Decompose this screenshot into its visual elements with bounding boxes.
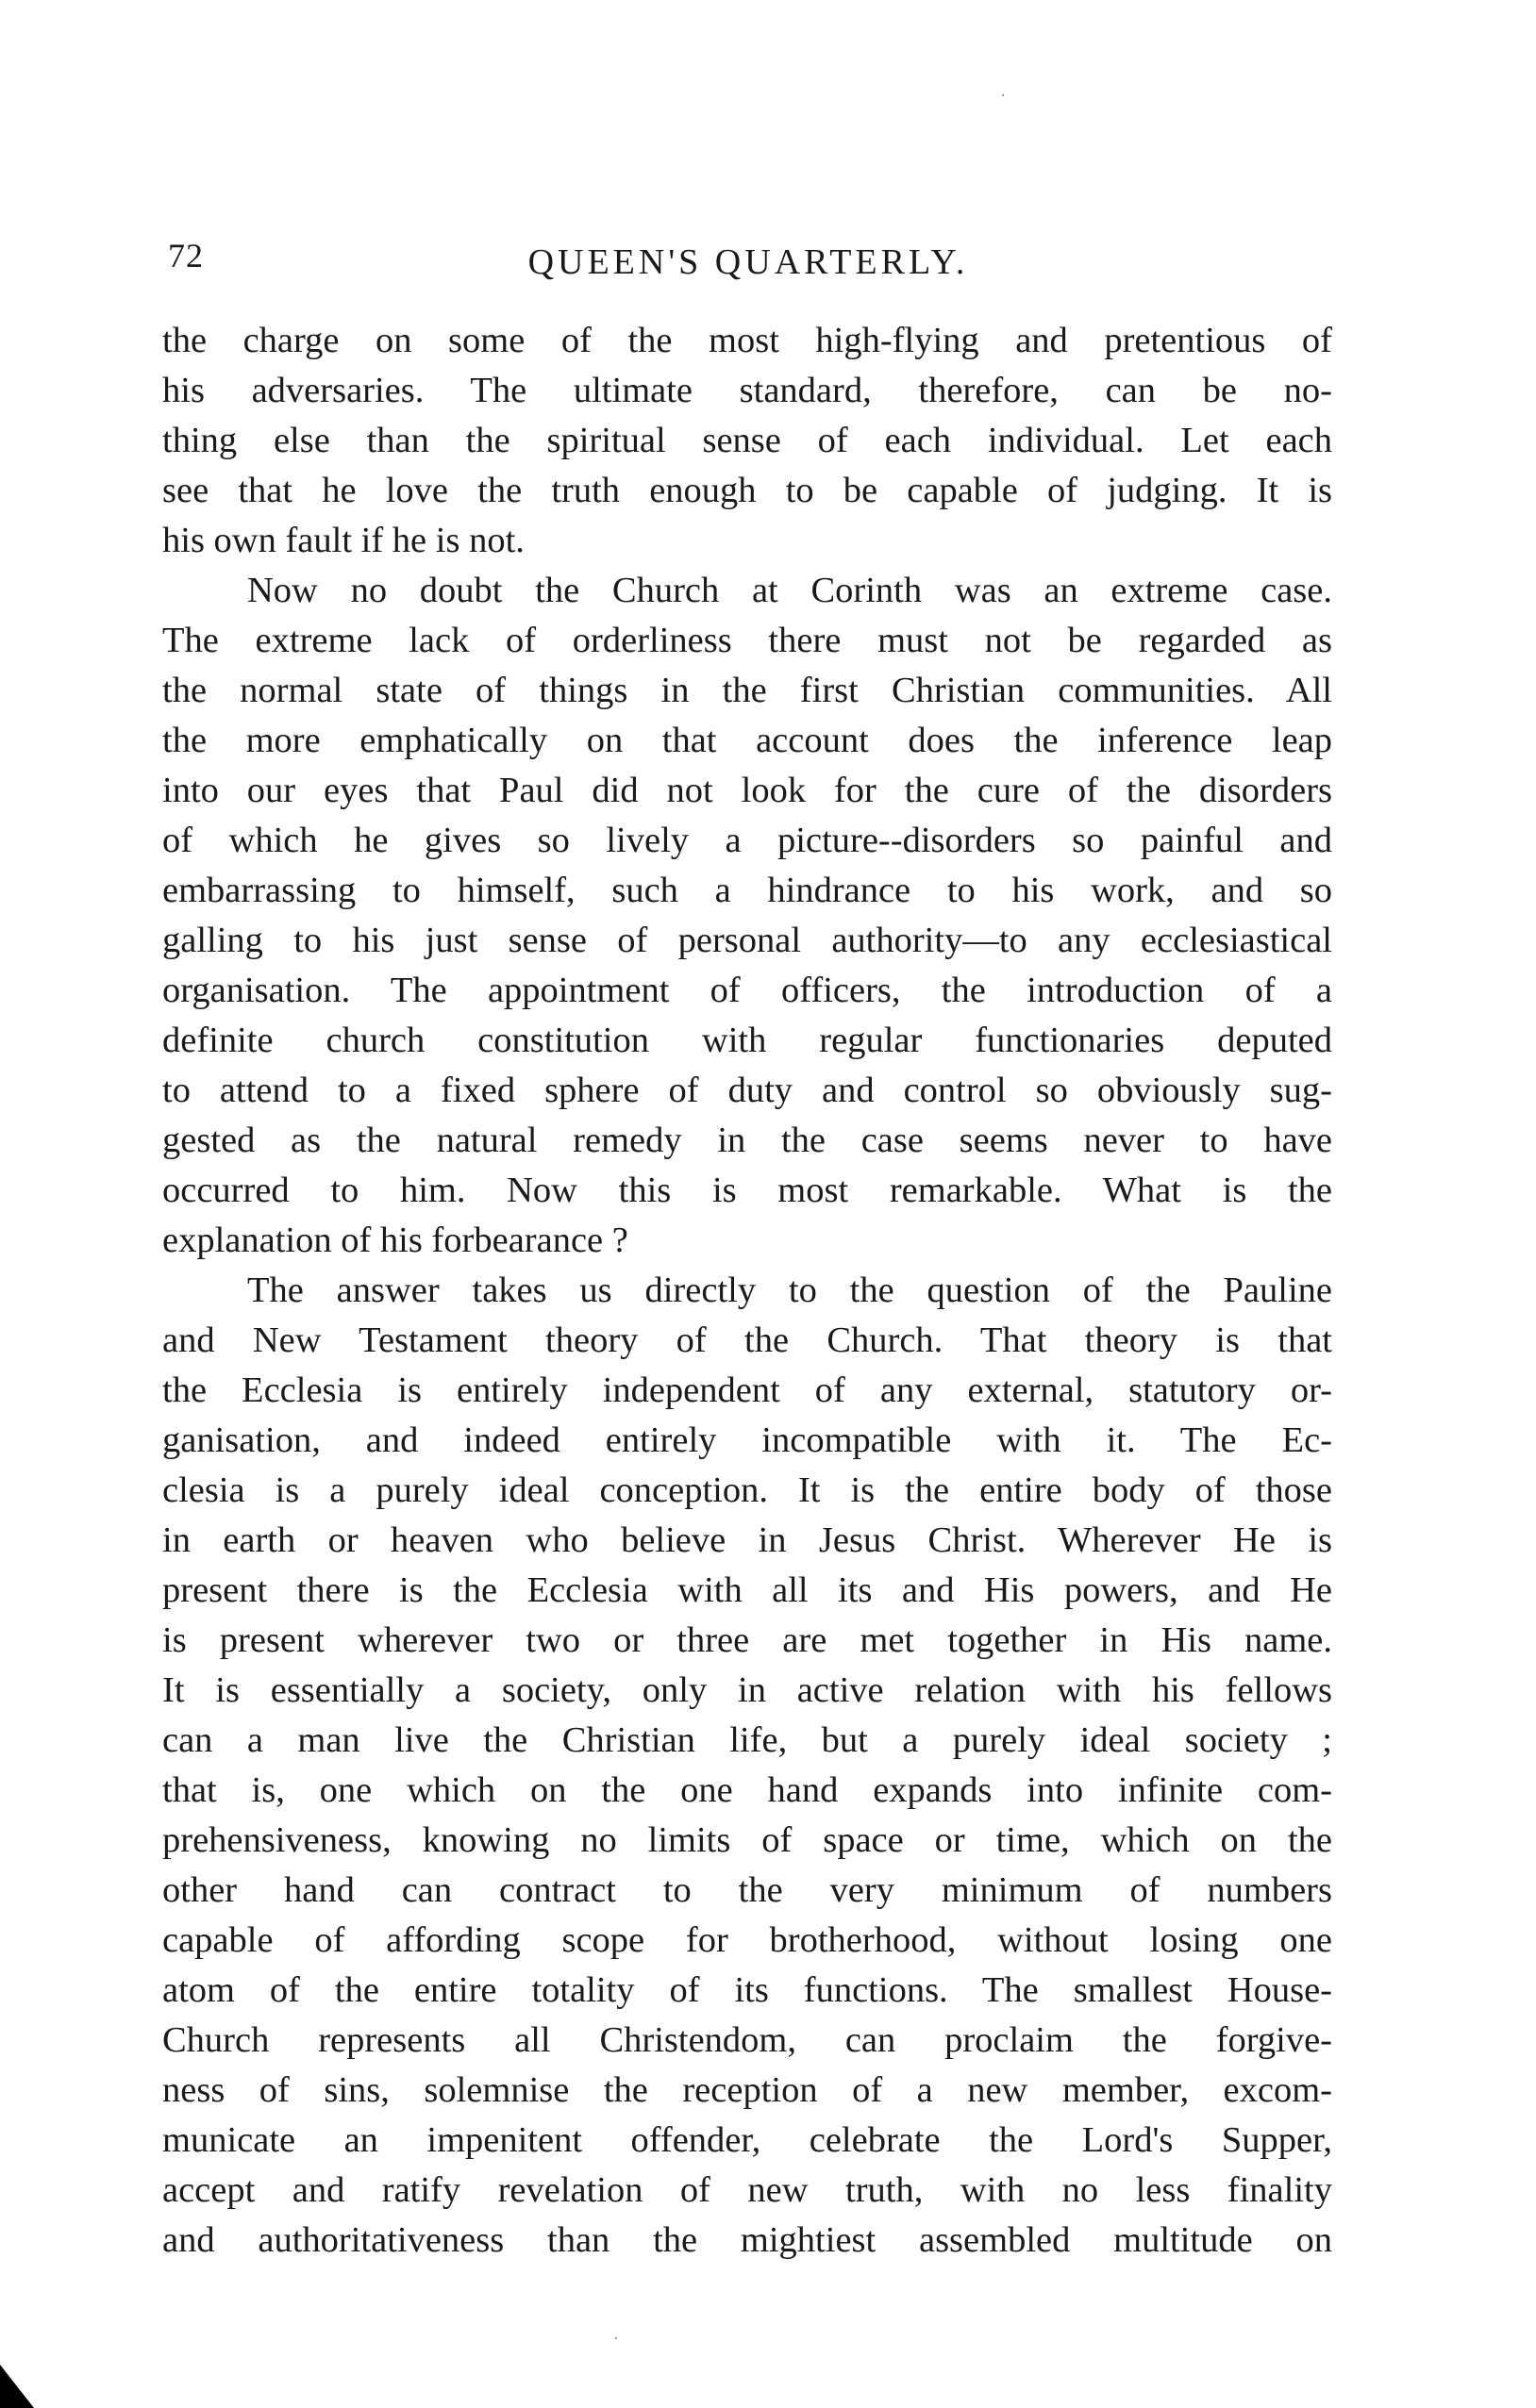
text-line: accept and ratify revelation of new truth, with no less finality (162, 2170, 1332, 2210)
text-line: present there is the Ecclesia with all its and His powers, and He (162, 1570, 1332, 1610)
text-line: organisation. The appointment of officers, the introduction of a (162, 971, 1332, 1010)
text-line: into our eyes that Paul did not look for the cure of the disorders (162, 771, 1332, 810)
text-line: see that he love the truth enough to be capable of judging. It is (162, 471, 1332, 510)
paragraph-1 (162, 316, 1332, 566)
text-line: the more emphatically on that account does the inference leap (162, 721, 1332, 760)
text-line: gested as the natural remedy in the case seems never to have (162, 1121, 1332, 1160)
text-line: his adversaries. The ultimate standard, therefore, can be no- (162, 371, 1332, 410)
text-line: ness of sins, solemnise the reception of a new member, excom- (162, 2070, 1332, 2110)
text-line: the charge on some of the most high-flying and pretentious of (162, 321, 1332, 360)
text-line: is present wherever two or three are met together in His name. (162, 1620, 1332, 1660)
text-line: that is, one which on the one hand expands into infinite com- (162, 1770, 1332, 1810)
text-line: the normal state of things in the first Christian communities. All (162, 671, 1332, 710)
text-line: Church represents all Christendom, can proclaim the forgive- (162, 2020, 1332, 2060)
text-line: occurred to him. Now this is most remarkable. What is the (162, 1171, 1332, 1210)
text-line: explanation of his forbearance ? (162, 1221, 628, 1260)
text-line: municate an impenitent offender, celebrate the Lord's Supper, (162, 2120, 1332, 2160)
text-line: other hand can contract to the very minimum of numbers (162, 1870, 1332, 1910)
text-line: clesia is a purely ideal conception. It is the entire body of those (162, 1470, 1332, 1510)
text-line: The extreme lack of orderliness there must not be regarded as (162, 621, 1332, 660)
text-line: It is essentially a society, only in active relation with his fellows (162, 1670, 1332, 1710)
text-line: in earth or heaven who believe in Jesus Christ. Wherever He is (162, 1520, 1332, 1560)
page-number: 72 (168, 237, 204, 274)
text-line: his own fault if he is not. (162, 521, 525, 560)
text-line: can a man live the Christian life, but a purely ideal society ; (162, 1720, 1332, 1760)
text-line: ganisation, and indeed entirely incompatible with it. The Ec- (162, 1420, 1332, 1460)
text-line: and New Testament theory of the Church. That theory is that (162, 1320, 1332, 1360)
text-line: thing else than the spiritual sense of each individual. Let each (162, 421, 1332, 460)
text-line: to attend to a fixed sphere of duty and control so obviously sug- (162, 1071, 1332, 1110)
running-title: QUEEN'S QUARTERLY. (527, 242, 969, 282)
page-header (168, 236, 1328, 292)
text-line: prehensiveness, knowing no limits of space or time, which on the (162, 1820, 1332, 1860)
text-line: embarrassing to himself, such a hindrance to his work, and so (162, 871, 1332, 910)
text-line: Now no doubt the Church at Corinth was an extreme case. (247, 571, 1332, 610)
scan-corner-mark (0, 2365, 34, 2408)
text-line: the Ecclesia is entirely independent of any external, statutory or- (162, 1370, 1332, 1410)
text-line: definite church constitution with regular functionaries deputed (162, 1021, 1332, 1060)
text-line: capable of affording scope for brotherhood, without losing one (162, 1920, 1332, 1960)
paper-speck (1002, 94, 1004, 96)
paper-speck (615, 2337, 617, 2339)
text-line: of which he gives so lively a picture--disorders so painful and (162, 821, 1332, 860)
body-text (162, 316, 1332, 2266)
text-line: The answer takes us directly to the question of the Pauline (247, 1270, 1332, 1310)
text-line: atom of the entire totality of its functions. The smallest House- (162, 1970, 1332, 2010)
text-line: and authoritativeness than the mightiest assembled multitude on (162, 2220, 1332, 2260)
paragraph-2 (162, 566, 1332, 1266)
paragraph-3 (162, 1266, 1332, 2266)
text-line: galling to his just sense of personal authority—to any ecclesiastical (162, 921, 1332, 960)
